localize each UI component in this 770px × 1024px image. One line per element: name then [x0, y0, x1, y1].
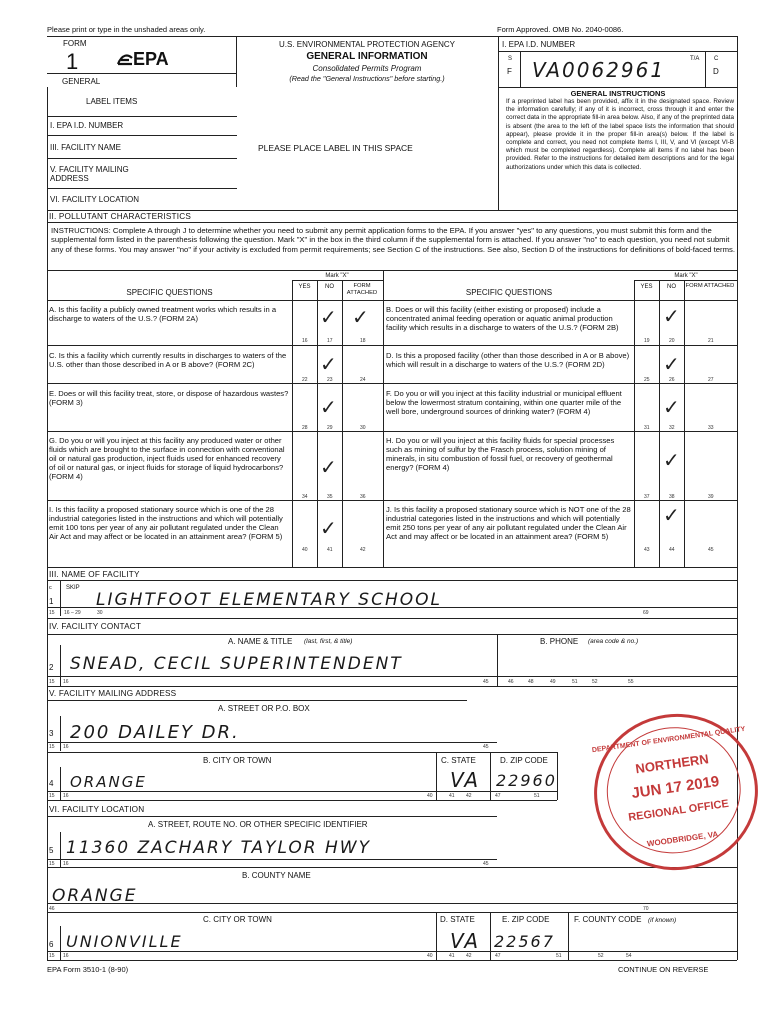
col-num: 16 [63, 679, 69, 685]
mark-x-left: Mark "X" [325, 273, 349, 279]
col-num: 31 [644, 425, 650, 431]
county-code-input[interactable] [574, 932, 734, 950]
line-number-4: 4 [49, 779, 54, 788]
col-num: 23 [327, 377, 333, 383]
skip-label: SKIP [66, 585, 80, 591]
col-num: 51 [556, 953, 562, 959]
location-zip-input[interactable]: 22567 [494, 932, 555, 951]
col-num: 47 [495, 793, 501, 799]
col-num: 34 [302, 494, 308, 500]
col-num: 38 [669, 494, 675, 500]
col-num: 41 [327, 547, 333, 553]
col-num: 47 [495, 953, 501, 959]
col-num: 45 [483, 861, 489, 867]
label-item-mailing-address: V. FACILITY MAILING ADDRESS [50, 165, 129, 183]
name-title-hint: (last, first, & title) [304, 638, 353, 645]
col-num: 46 [49, 906, 55, 912]
col-num: 16 [63, 953, 69, 959]
col-num: 19 [644, 338, 650, 344]
continue-on-reverse: CONTINUE ON REVERSE [618, 965, 709, 974]
col-num: 51 [572, 679, 578, 685]
footer-form-id: EPA Form 3510-1 (8-90) [47, 965, 129, 974]
label-item-facility-name: III. FACILITY NAME [50, 143, 121, 152]
line-number-3: 3 [49, 729, 54, 738]
stamp-region: NORTHERN [634, 751, 710, 777]
col-num: 15 [49, 953, 55, 959]
epa-id-c-label: C [714, 56, 719, 62]
col-num: 30 [97, 610, 103, 616]
state-label: C. STATE [441, 756, 476, 765]
col-num: 69 [643, 610, 649, 616]
col-num: 24 [360, 377, 366, 383]
location-state-input[interactable]: VA [450, 929, 481, 953]
mailing-state-input[interactable]: VA [450, 768, 481, 792]
label-item-epa-id: I. EPA I.D. NUMBER [50, 121, 124, 130]
col-num: 52 [598, 953, 604, 959]
answer-a-form-checkbox[interactable]: ✓ [352, 305, 369, 329]
col-num: 15 [49, 679, 55, 685]
col-num: 45 [483, 744, 489, 750]
epa-id-s-label: S [508, 56, 513, 62]
location-street-input[interactable]: 11360 ZACHARY TAYLOR HWY [66, 838, 372, 858]
location-zip-label: E. ZIP CODE [502, 915, 550, 924]
line-number-5: 5 [49, 846, 54, 855]
section-iii-title: III. NAME OF FACILITY [49, 570, 140, 579]
section-iv-title: IV. FACILITY CONTACT [49, 622, 142, 631]
label-items-title: LABEL ITEMS [86, 97, 138, 106]
col-num: 30 [360, 425, 366, 431]
question-a: A. Is this facility a publicly owned treatment works which results in a discharge to waters of the U.S.? (FORM 2A) [49, 305, 277, 323]
col-yes-left: YES [298, 284, 311, 290]
place-label-area[interactable]: PLEASE PLACE LABEL IN THIS SPACE [258, 143, 413, 153]
col-num: 51 [534, 793, 540, 799]
street-label: A. STREET OR P.O. BOX [218, 704, 310, 713]
answer-d-no-checkbox[interactable]: ✓ [663, 352, 680, 376]
col-num: 36 [360, 494, 366, 500]
col-num: 43 [644, 547, 650, 553]
answer-g-no-checkbox[interactable]: ✓ [320, 455, 337, 479]
form-label: FORM [63, 39, 87, 48]
col-num: 49 [550, 679, 556, 685]
name-title-label: A. NAME & TITLE [228, 637, 293, 646]
question-j: J. Is this facility a proposed stationary source which is NOT one of the 28 industrial categories listed in the instructions and which will potentially emit 250 tons per year of any air pollutant regulated under the Clean Air Act and may affect or be located in an attainment area? (FORM 5) [386, 505, 631, 541]
col-num: 15 [49, 610, 55, 616]
county-code-label: F. COUNTY CODE [574, 915, 642, 924]
col-num: 42 [360, 547, 366, 553]
col-num: 41 [449, 793, 455, 799]
label-item-facility-location: VI. FACILITY LOCATION [50, 195, 140, 204]
col-num: 29 [327, 425, 333, 431]
received-stamp [584, 703, 768, 880]
general-instructions-title: GENERAL INSTRUCTIONS [570, 89, 666, 98]
answer-j-no-checkbox[interactable]: ✓ [663, 503, 680, 527]
epa-id-tac-label: T/A [690, 56, 700, 62]
col-num: 16 [302, 338, 308, 344]
col-num: 70 [643, 906, 649, 912]
location-city-input[interactable]: UNIONVILLE [66, 932, 183, 951]
question-e: E. Does or will this facility treat, store, or dispose of hazardous wastes? (FORM 3) [49, 389, 289, 407]
col-num: 40 [302, 547, 308, 553]
print-note: Please print or type in the unshaded areas only. [47, 25, 206, 34]
answer-c-no-checkbox[interactable]: ✓ [320, 352, 337, 376]
col-form-left: FORM ATTACHED [346, 283, 378, 296]
col-num: 16 [63, 793, 69, 799]
col-num: 42 [466, 953, 472, 959]
answer-a-no-checkbox[interactable]: ✓ [320, 305, 337, 329]
mailing-zip-input[interactable]: 22960 [496, 771, 557, 790]
col-num: 35 [327, 494, 333, 500]
mailing-city-input[interactable]: ORANGE [70, 773, 147, 791]
facility-name-input[interactable]: LIGHTFOOT ELEMENTARY SCHOOL [96, 590, 442, 610]
agency-name: U.S. ENVIRONMENTAL PROTECTION AGENCY [278, 40, 456, 49]
location-street-label: A. STREET, ROUTE NO. OR OTHER SPECIFIC IDENTIFIER [148, 820, 368, 829]
question-b-text: B. Does or will this facility (either existing or proposed) include a concentrated animal feeding operation or aquatic animal production facility which results in a discharge to waters of the U.S.? (FORM 2B) [386, 305, 631, 332]
col-num: 40 [427, 953, 433, 959]
general-instructions-text: If a preprinted label has been provided, affix it in the designated space. Review the information carefully; if any of it is incorrect, cross through it and enter the correct data in the appropriate fill-in area below. Also, if any of the preprinted data is absent (the area to the left of the label space lists the information that should appear), please provide it in the proper fill-in area(s) below. If the label is complete and correct, you need not complete Items I, III, V, and VI (except VI-B which must be completed regardless). Complete all items if no label has been provided. Refer to the instructions for detailed item descriptions and for the legal authorizations under which this data is collected. [506, 98, 734, 171]
col-num: 28 [302, 425, 308, 431]
question-i: I. Is this facility a proposed stationary source which is one of the 28 industrial categories listed in the instructions and which will potentially emit 100 tons per year of any air pollutant regulated under the Clean Air Act and may affect or be located in an attainment area? (FORM 5) [49, 505, 283, 541]
line-number-2: 2 [49, 663, 54, 672]
form-subtitle: Consolidated Permits Program [312, 64, 422, 73]
city-label: B. CITY OR TOWN [203, 756, 272, 765]
mailing-street-input[interactable]: 200 DAILEY DR. [70, 722, 240, 743]
stamp-top-text: DEPARTMENT OF ENVIRONMENTAL QUALITY [591, 725, 746, 755]
read-instructions-note: (Read the "General Instructions" before starting.) [289, 74, 445, 83]
epa-id-f-label: F [507, 67, 512, 76]
col-num: 16 [63, 744, 69, 750]
epa-id-number-input[interactable]: VA0062961 [532, 58, 666, 82]
mark-x-right: Mark "X" [674, 273, 698, 279]
county-name-input[interactable]: ORANGE [52, 886, 138, 906]
location-state-label: D. STATE [440, 915, 475, 924]
stamp-bottom-text: WOODBRIDGE, VA [646, 829, 719, 849]
section-ii-title: II. POLLUTANT CHARACTERISTICS [49, 212, 191, 221]
col-num: 39 [708, 494, 714, 500]
col-num: 16 [63, 861, 69, 867]
col-num: 25 [644, 377, 650, 383]
county-code-hint: (if known) [648, 917, 677, 924]
question-h: H. Do you or will you inject at this facility fluids for special processes such as mining of sulfur by the Frasch process, solution mining of minerals, in situ combustion of fossil fuel, or recovery of geothermal energy? (FORM 4) [386, 436, 615, 472]
answer-f-no-checkbox[interactable]: ✓ [663, 395, 680, 419]
col-num: 32 [669, 425, 675, 431]
question-f: F. Do you or will you inject at this facility industrial or municipal effluent below the lowermost stratum containing, within one quarter mile of the well bore, underground sources of drinking water? (FORM 4) [386, 389, 622, 416]
col-num: 17 [327, 338, 333, 344]
answer-i-no-checkbox[interactable]: ✓ [320, 516, 337, 540]
form-number: 1 [66, 49, 79, 74]
col-num: 55 [628, 679, 634, 685]
line-number-1: 1 [49, 597, 54, 606]
col-num: 45 [483, 679, 489, 685]
line-c: c [49, 585, 52, 591]
section-vi-title: VI. FACILITY LOCATION [49, 805, 145, 814]
epa-logo-text: EPA [133, 49, 169, 69]
epa-id-header: I. EPA I.D. NUMBER [502, 40, 576, 49]
col-num: 42 [466, 793, 472, 799]
col-num: 18 [360, 338, 366, 344]
col-no-left: NO [325, 284, 334, 290]
zip-label: D. ZIP CODE [500, 756, 548, 765]
col-num: 48 [528, 679, 534, 685]
section-ii-instructions: INSTRUCTIONS: Complete A through J to determine whether you need to submit any permit application forms to the EPA. If you answer "yes" to any questions, you must submit this form and the supplemental form listed in the parenthesis following the question. Mark "X" in the box in the third column if the supplemental form is attached. If you answer "no" to each question, you need not submit any of these forms. You may answer "no" if your activity is excluded from permit requirements; see Section C of the instructions. See also, Section D of the instructions for definitions of bold-faced terms. [51, 226, 735, 254]
col-form-right: FORM ATTACHED [685, 283, 735, 289]
form-title: GENERAL INFORMATION [306, 51, 428, 62]
specific-questions-right: SPECIFIC QUESTIONS [465, 288, 553, 297]
answer-h-no-checkbox[interactable]: ✓ [663, 448, 680, 472]
col-num: 21 [708, 338, 714, 344]
col-num: 15 [49, 744, 55, 750]
general-label: GENERAL [62, 77, 101, 86]
question-c: C. Is this a facility which currently results in discharges to waters of the U.S. other than those described in A or B above? (FORM 2C) [49, 351, 287, 369]
question-d: D. Is this a proposed facility (other than those described in A or B above) which will result in a discharge to waters of the U.S.? (FORM 2D) [386, 351, 630, 369]
contact-name-title-input[interactable]: SNEAD, CECIL SUPERINTENDENT [70, 654, 403, 674]
section-v-title: V. FACILITY MAILING ADDRESS [49, 689, 177, 698]
col-num: 33 [708, 425, 714, 431]
col-num: 41 [449, 953, 455, 959]
location-city-label: C. CITY OR TOWN [203, 915, 272, 924]
col-num: 46 [508, 679, 514, 685]
answer-b-no-checkbox[interactable]: ✓ [663, 304, 680, 328]
form-approved-note: Form Approved. OMB No. 2040-0086. [497, 25, 624, 34]
line-number-6: 6 [49, 940, 54, 949]
answer-e-no-checkbox[interactable]: ✓ [320, 395, 337, 419]
stamp-office: REGIONAL OFFICE [627, 797, 730, 824]
question-g: G. Do you or will you inject at this facility any produced water or other fluids which are brought to the surface in connection with conventional oil or natural gas production, inject fluids used for enhanced recovery of oil or natural gas, or inject fluids for storage of liquid hydrocarbons? (FORM 4) [49, 436, 285, 481]
col-no-right: NO [667, 284, 676, 290]
col-num: 52 [592, 679, 598, 685]
specific-questions-left: SPECIFIC QUESTIONS [126, 288, 213, 297]
phone-hint: (area code & no.) [588, 638, 639, 645]
col-num: 37 [644, 494, 650, 500]
col-num: 45 [708, 547, 714, 553]
col-num: 20 [669, 338, 675, 344]
col-num: 44 [669, 547, 675, 553]
col-num: 22 [302, 377, 308, 383]
epa-logo-icon [116, 52, 134, 67]
phone-label: B. PHONE [540, 637, 579, 646]
stamp-date: JUN 17 2019 [630, 772, 721, 803]
col-num: 16 – 29 [64, 610, 81, 616]
county-label: B. COUNTY NAME [242, 871, 311, 880]
col-num: 15 [49, 793, 55, 799]
col-num: 15 [49, 861, 55, 867]
col-num: 27 [708, 377, 714, 383]
col-num: 54 [626, 953, 632, 959]
epa-id-d-label: D [713, 67, 719, 76]
col-num: 26 [669, 377, 675, 383]
col-yes-right: YES [640, 284, 653, 290]
col-num: 40 [427, 793, 433, 799]
